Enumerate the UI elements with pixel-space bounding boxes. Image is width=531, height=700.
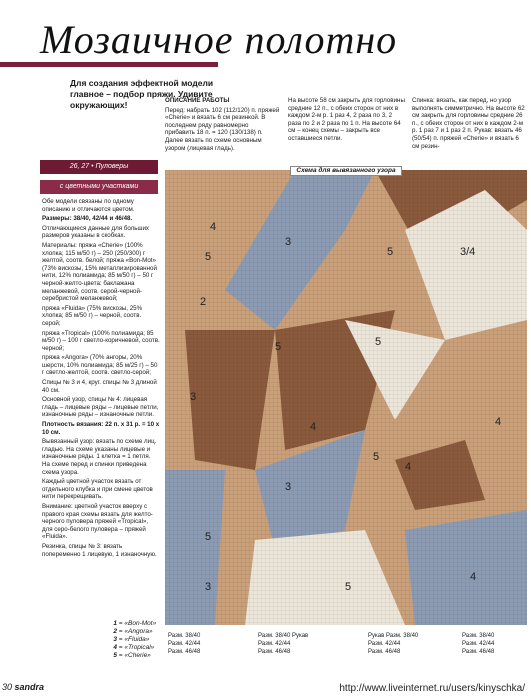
svg-text:5: 5 [205, 531, 212, 543]
chart-title: Схема для вывязанного узора [290, 166, 402, 176]
knitting-chart [165, 170, 527, 625]
size-labels-middle: Разм. 38/40 Рукав Разм. 42/44 Разм. 46/48 [258, 633, 309, 655]
magazine-name: sandra [14, 682, 45, 692]
paragraph: Обе модели связаны по одному описанию и отличаются цветом. [42, 198, 135, 213]
svg-text:4: 4 [210, 221, 217, 233]
paragraph: Отличающиеся данные для больших размеров указаны в скобках. [42, 224, 150, 240]
paragraph: пряжа «Fluida» (75% вискозы, 25% хлопка; 85 м/50 г) – черной, соотв. серой; [42, 304, 143, 327]
paragraph: пряжа «Angora» (70% ангоры, 20% шерсти, 10% полиамида; 85 м/25 г) – 50 г светло-желтой, соотв. светло-серой; [42, 354, 158, 377]
yarn-legend: 1 = «Bon-Mot» 2 = «Angora» 3 = «Fluida» 4 = «Tropical» 5 = «Cherie» [113, 620, 157, 659]
svg-text:5: 5 [373, 451, 380, 463]
section-subheader: с цветными участками [40, 180, 158, 194]
svg-text:4: 4 [495, 416, 502, 428]
page-footer [2, 682, 44, 692]
svg-text:5: 5 [275, 341, 282, 353]
page-number: 30 [2, 682, 13, 692]
svg-text:5: 5 [375, 336, 382, 348]
section-header: 26, 27 • Пуловеры [40, 160, 158, 174]
svg-text:2: 2 [200, 296, 207, 308]
paragraph: Спицы № 3 и 4, круг. спицы № 3 длиной 40 см. [42, 379, 157, 394]
svg-text:4: 4 [405, 461, 412, 473]
svg-text:3: 3 [190, 391, 197, 403]
paragraph: Каждый цветной участок вязать от отдельного клубка и при смене цветов нити перекрещивать. [42, 478, 153, 501]
source-url: http://www.liveinternet.ru/users/kinyschka/ [339, 683, 525, 694]
svg-text:3: 3 [285, 481, 292, 493]
paragraph: Плотность вязания: 22 п. x 31 р. = 10 x 10 см. [42, 421, 160, 436]
svg-text:5: 5 [345, 581, 352, 593]
svg-text:4: 4 [310, 421, 317, 433]
page-title: Мозаичное полотно [40, 17, 398, 62]
paragraph: Внимание: цветной участок вверху с правого края схемы вязать для желто-черного пуловера пряжей «Tropical», для серо-белого пуловера – пряжей «Fluida». [42, 502, 153, 541]
size-labels-left: Разм. 38/40 Разм. 42/44 Разм. 46/48 [168, 633, 201, 655]
svg-text:5: 5 [205, 251, 212, 263]
size-labels-right: Разм. 38/40 Разм. 42/44 Разм. 46/48 [462, 633, 495, 655]
work-heading: ОПИСАНИЕ РАБОТЫ [165, 97, 230, 104]
svg-text:3/4: 3/4 [460, 246, 476, 258]
paragraph: Размеры: 38/40, 42/44 и 46/48. [42, 215, 133, 223]
chart-grid [165, 170, 527, 625]
column-work [165, 97, 280, 154]
column-materials [42, 198, 160, 560]
svg-text:3: 3 [285, 236, 292, 248]
column-neck [288, 97, 406, 145]
paragraph: На высоте 58 см закрыть для горловины средние 12 п., с обеих сторон от них в каждом 2-м р. 1 раз 4, 2 раза по 3, 2 раза по 2 и 2 раза по 1 п. На высоте 64 см – конец схемы – закрыть все оставшиеся петли. [288, 97, 405, 142]
paragraph: Материалы: пряжа «Cherie» (100% хлопка; 115 м/50 г) – 250 (250/300) г желтой, соотв. белой; пряжа «Bon-Mot» (73% вискозы, 15% металлизированной нити, 12% полиамида; 85 м/50 г) – 50 г черной-желто-цвета: баклажана меланжевой, соотв. серой-черной-серебристой меланжевой; [42, 241, 157, 303]
svg-text:3: 3 [205, 581, 212, 593]
title-bar [0, 62, 218, 67]
paragraph: Резинка, спицы № 3: вязать попеременно 1 лицевую, 1 изнаночную. [42, 542, 157, 558]
paragraph: Перед: набрать 102 (112/120) п. пряжей «Cherie» и вязать 6 см резинкой. В последнем ряду равномерно прибавить 18 п. = 120 (130/138) п. Далее вязать по схеме основным узором (лицевая гладь). [165, 106, 280, 152]
svg-text:5: 5 [387, 246, 394, 258]
paragraph: Спинка: вязать, как перед, но узор выполнять симметрично. На высоте 62 см закрыть для горловины средние 26 п., с обеих сторон от них в каждом 2-м р. 1 раз 7 и 1 раз 2 п. Рукав: вязать 46 (50/54) п. пряжей «Cherie» и вязать 6 см резин- [412, 97, 525, 150]
svg-text:4: 4 [470, 571, 477, 583]
paragraph: Основной узор, спицы № 4: лицевая гладь – лицевые ряды – лицевые петли, изнаночные ряды – изнаночные петли. [42, 396, 159, 419]
paragraph: пряжа «Tropical» (100% полиамида; 85 м/50 г) – 100 г светло-коричневой, соотв. черной; [42, 329, 160, 352]
lead-text: Для создания эффектной модели главное – подбор пряжи. Удивите окружающих! [70, 78, 214, 110]
size-labels-sleeve: Рукав Разм. 38/40 Разм. 42/44 Разм. 46/48 [368, 633, 419, 655]
paragraph: Вывязанный узор: вязать по схеме лиц. гладью. На схеме указаны лицевые и изнаночные ряды. 1 клетка = 1 петля. На схеме перед и спинки приведена схема узора. [42, 438, 157, 476]
column-back [412, 97, 527, 152]
